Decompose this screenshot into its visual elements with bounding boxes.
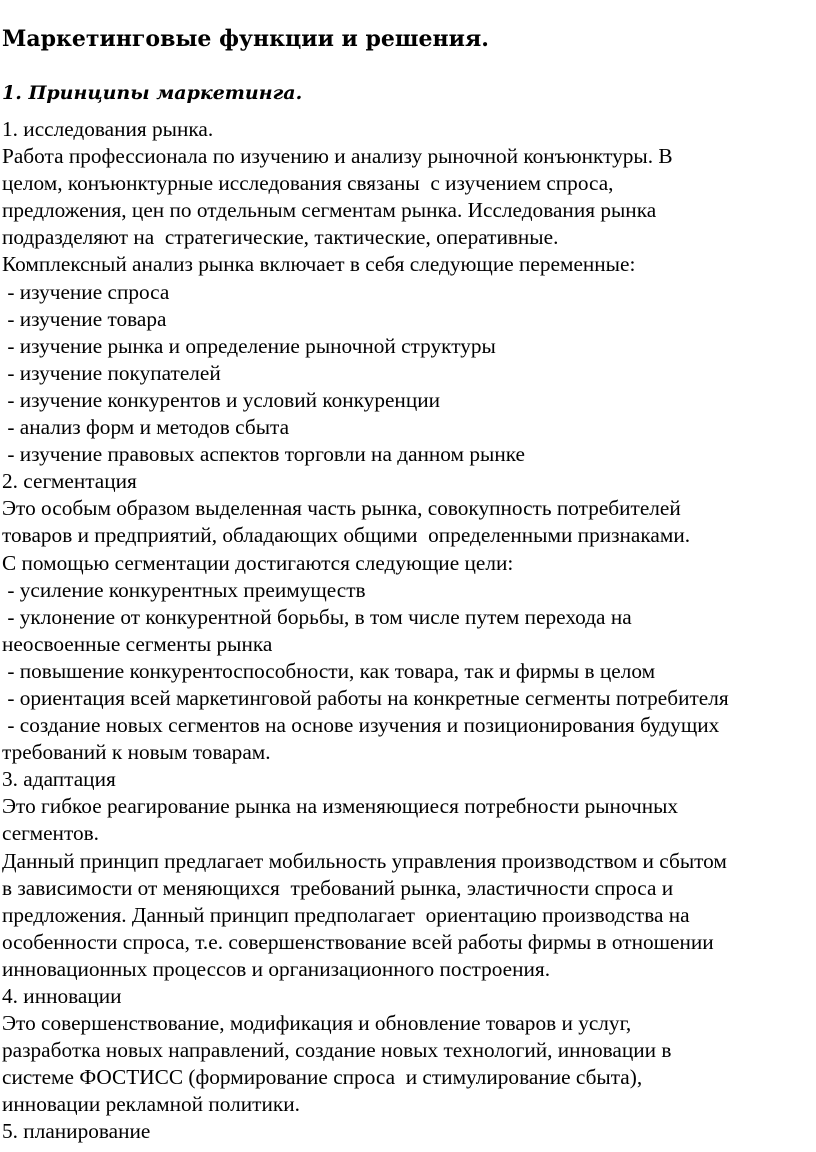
text-line: 5. планирование: [2, 1119, 151, 1144]
text-line: 3. адаптация: [2, 767, 116, 792]
document-body: [2, 116, 814, 1146]
text-line: - усиление конкурентных преимуществ: [2, 577, 366, 602]
text-line: разработка новых направлений, создание новых технологий, инновации в: [2, 1038, 672, 1063]
text-line: 4. инновации: [2, 984, 122, 1008]
text-line: товаров и предприятий, обладающих общими определенными признаками.: [2, 523, 691, 548]
text-line: - изучение правовых аспектов торговли на данном рынке: [2, 442, 525, 467]
text-line: Это особым образом выделенная часть рынка, совокупность потребителей: [2, 496, 681, 521]
text-line: С помощью сегментации достигаются следующие цели:: [2, 550, 514, 575]
text-line: - изучение спроса: [2, 279, 170, 304]
text-line: Данный принцип предлагает мобильность управления производством и сбытом: [2, 848, 727, 873]
text-line: предложения, цен по отдельным сегментам рынка. Исследования рынка: [2, 198, 657, 223]
text-line: Это совершенствование, модификация и обновление товаров и услуг,: [2, 1011, 632, 1036]
text-line: Работа профессионала по изучению и анализу рыночной конъюнктуры. В: [2, 144, 673, 169]
text-line: - изучение конкурентов и условий конкуренции: [2, 387, 441, 412]
text-line: системе ФОСТИСС (формирование спроса и стимулирование сбыта),: [2, 1065, 643, 1090]
text-line: 2. сегментация: [2, 469, 137, 494]
text-line: предложения. Данный принцип предполагает ориентацию производства на: [2, 902, 690, 927]
text-line: - ориентация всей маркетинговой работы на конкретные сегменты потребителя: [2, 685, 729, 710]
text-line: 1. исследования рынка.: [2, 117, 214, 141]
text-line: - изучение рынка и определение рыночной структуры: [2, 333, 496, 358]
text-line: Комплексный анализ рынка включает в себя следующие переменные:: [2, 252, 636, 277]
text-line: - уклонение от конкурентной борьбы, в том числе путем перехода на: [2, 604, 632, 629]
text-line: подразделяют на стратегические, тактические, оперативные.: [2, 225, 559, 250]
text-line: Это гибкое реагирование рынка на изменяющиеся потребности рыночных: [2, 794, 679, 819]
page-title: Маркетинговые функции и решения.: [2, 26, 489, 52]
text-line: - изучение покупателей: [2, 360, 221, 385]
text-line: - анализ форм и методов сбыта: [2, 415, 290, 440]
text-line: - создание новых сегментов на основе изучения и позиционирования будущих: [2, 713, 720, 738]
text-line: целом, конъюнктурные исследования связаны с изучением спроса,: [2, 171, 614, 196]
text-line: инновации рекламной политики.: [2, 1092, 300, 1117]
text-line: требований к новым товарам.: [2, 740, 271, 765]
text-line: инновационных процессов и организационного построения.: [2, 956, 551, 981]
text-line: сегментов.: [2, 821, 100, 846]
text-line: - повышение конкурентоспособности, как товара, так и фирмы в целом: [2, 658, 656, 683]
text-line: в зависимости от меняющихся требований рынка, эластичности спроса и: [2, 875, 674, 900]
section-heading: 1. Принципы маркетинга.: [2, 82, 303, 104]
text-line: - изучение товара: [2, 306, 167, 331]
text-line: неосвоенные сегменты рынка: [2, 631, 273, 656]
text-line: особенности спроса, т.е. совершенствование всей работы фирмы в отношении: [2, 929, 714, 954]
